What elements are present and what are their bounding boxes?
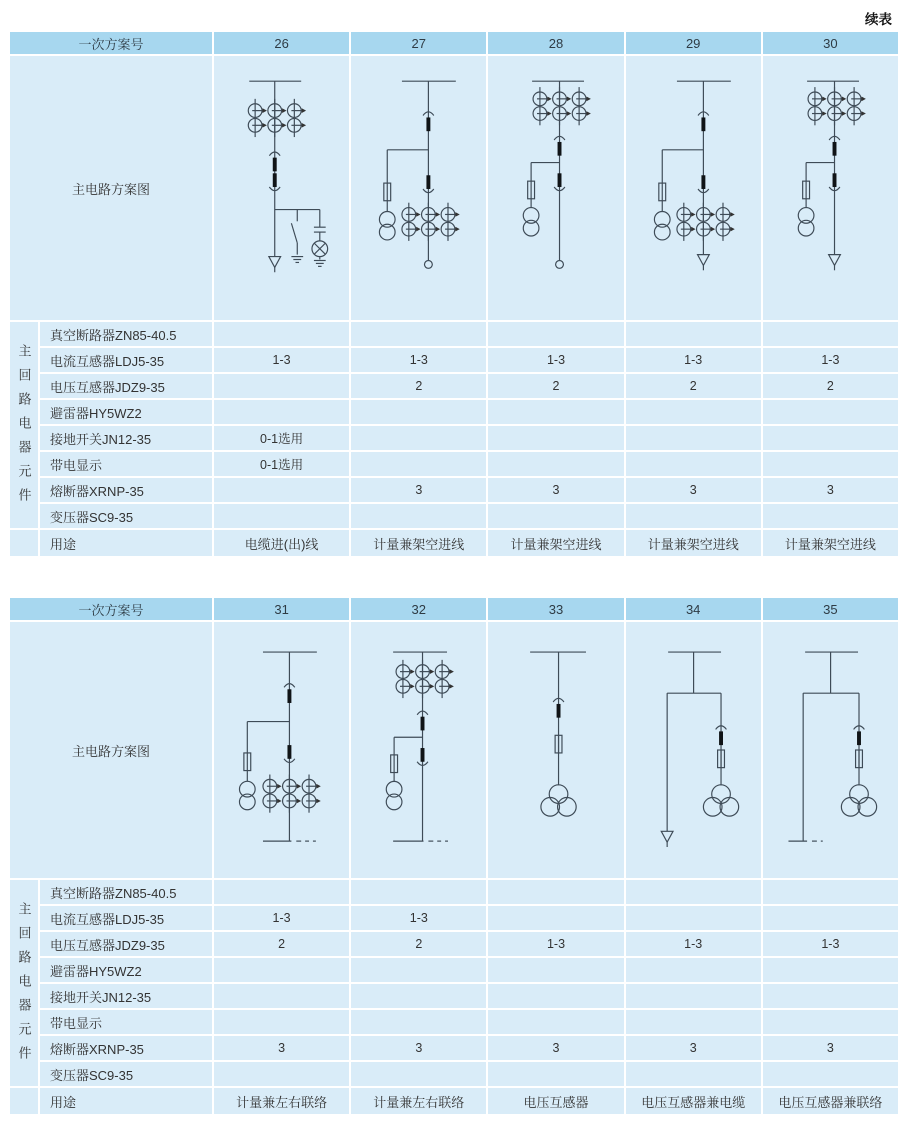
circuit-diagram-scheme-32 bbox=[351, 622, 486, 878]
component-value: 3 bbox=[763, 1036, 898, 1060]
component-value bbox=[626, 906, 761, 930]
component-value bbox=[626, 426, 761, 450]
component-label: 避雷器HY5WZ2 bbox=[40, 958, 212, 982]
circuit-diagram-scheme-35 bbox=[763, 622, 898, 878]
component-value bbox=[214, 322, 349, 346]
component-value: 3 bbox=[214, 1036, 349, 1060]
component-label: 变压器SC9-35 bbox=[40, 504, 212, 528]
component-value bbox=[351, 984, 486, 1008]
scheme-table-31-35 bbox=[10, 598, 898, 1114]
component-value bbox=[214, 504, 349, 528]
component-label: 熔断器XRNP-35 bbox=[40, 478, 212, 502]
component-value: 3 bbox=[488, 478, 623, 502]
component-value bbox=[763, 1062, 898, 1086]
usage-label: 用途 bbox=[40, 1088, 212, 1114]
usage-value: 电压互感器兼联络 bbox=[763, 1088, 898, 1114]
circuit-diagram-scheme-34 bbox=[626, 622, 761, 878]
component-value bbox=[351, 880, 486, 904]
component-label: 电压互感器JDZ9-35 bbox=[40, 374, 212, 398]
component-value bbox=[351, 1010, 486, 1034]
scheme-number: 32 bbox=[351, 598, 486, 620]
component-label: 电流互感器LDJ5-35 bbox=[40, 348, 212, 372]
circuit-diagram-scheme-29 bbox=[626, 56, 761, 320]
component-value bbox=[488, 322, 623, 346]
component-value bbox=[763, 452, 898, 476]
scheme-number-header-label: 一次方案号 bbox=[10, 598, 212, 620]
component-value bbox=[351, 400, 486, 424]
component-value: 1-3 bbox=[488, 348, 623, 372]
component-value bbox=[488, 400, 623, 424]
component-value bbox=[351, 452, 486, 476]
usage-value: 电压互感器 bbox=[488, 1088, 623, 1114]
component-label: 避雷器HY5WZ2 bbox=[40, 400, 212, 424]
component-value bbox=[763, 322, 898, 346]
scheme-number: 28 bbox=[488, 32, 623, 54]
component-value bbox=[626, 400, 761, 424]
circuit-diagram-scheme-30 bbox=[763, 56, 898, 320]
usage-value: 计量兼架空进线 bbox=[763, 530, 898, 556]
component-value: 1-3 bbox=[763, 348, 898, 372]
component-value bbox=[626, 958, 761, 982]
component-value bbox=[763, 984, 898, 1008]
component-value bbox=[214, 400, 349, 424]
circuit-diagram-cell bbox=[214, 622, 349, 878]
scheme-number: 27 bbox=[351, 32, 486, 54]
circuit-diagram-scheme-31 bbox=[214, 622, 349, 878]
component-value: 3 bbox=[351, 478, 486, 502]
main-circuit-components-side-label: 主回路电器元件 bbox=[10, 880, 38, 1086]
component-value bbox=[626, 452, 761, 476]
component-value bbox=[488, 452, 623, 476]
component-value: 1-3 bbox=[488, 932, 623, 956]
usage-corner-cell bbox=[10, 530, 38, 556]
component-value bbox=[763, 958, 898, 982]
component-label: 变压器SC9-35 bbox=[40, 1062, 212, 1086]
component-value bbox=[488, 880, 623, 904]
circuit-diagram-cell bbox=[763, 56, 898, 320]
component-label: 电流互感器LDJ5-35 bbox=[40, 906, 212, 930]
component-value: 0-1选用 bbox=[214, 452, 349, 476]
component-value: 2 bbox=[351, 374, 486, 398]
component-value bbox=[214, 984, 349, 1008]
circuit-diagram-scheme-33 bbox=[488, 622, 623, 878]
diagram-row-label: 主电路方案图 bbox=[10, 56, 212, 320]
component-value bbox=[214, 958, 349, 982]
component-label: 带电显示 bbox=[40, 1010, 212, 1034]
component-value: 1-3 bbox=[626, 932, 761, 956]
component-value: 3 bbox=[763, 478, 898, 502]
component-value bbox=[763, 400, 898, 424]
component-value bbox=[626, 1062, 761, 1086]
component-value bbox=[488, 906, 623, 930]
usage-value: 计量兼架空进线 bbox=[351, 530, 486, 556]
component-value: 1-3 bbox=[214, 906, 349, 930]
component-value: 1-3 bbox=[626, 348, 761, 372]
circuit-diagram-scheme-28 bbox=[488, 56, 623, 320]
circuit-diagram-cell bbox=[488, 56, 623, 320]
component-value bbox=[763, 426, 898, 450]
component-value bbox=[214, 374, 349, 398]
component-value: 3 bbox=[351, 1036, 486, 1060]
component-label: 真空断路器ZN85-40.5 bbox=[40, 880, 212, 904]
component-value: 1-3 bbox=[351, 906, 486, 930]
component-value bbox=[351, 958, 486, 982]
component-value bbox=[626, 504, 761, 528]
component-value: 1-3 bbox=[351, 348, 486, 372]
circuit-diagram-cell bbox=[626, 56, 761, 320]
main-circuit-components-side-label: 主回路电器元件 bbox=[10, 322, 38, 528]
component-value bbox=[214, 880, 349, 904]
component-value bbox=[351, 426, 486, 450]
component-value: 1-3 bbox=[214, 348, 349, 372]
component-value bbox=[488, 1010, 623, 1034]
component-value bbox=[488, 1062, 623, 1086]
component-value bbox=[626, 1010, 761, 1034]
component-value bbox=[351, 504, 486, 528]
scheme-number: 26 bbox=[214, 32, 349, 54]
component-value: 0-1选用 bbox=[214, 426, 349, 450]
component-value bbox=[488, 504, 623, 528]
component-value bbox=[763, 504, 898, 528]
component-value bbox=[763, 880, 898, 904]
component-value: 3 bbox=[626, 478, 761, 502]
scheme-number: 29 bbox=[626, 32, 761, 54]
component-label: 带电显示 bbox=[40, 452, 212, 476]
usage-label: 用途 bbox=[40, 530, 212, 556]
component-value bbox=[214, 1010, 349, 1034]
component-value: 2 bbox=[351, 932, 486, 956]
diagram-row-label: 主电路方案图 bbox=[10, 622, 212, 878]
component-value: 2 bbox=[488, 374, 623, 398]
scheme-number: 34 bbox=[626, 598, 761, 620]
scheme-number: 30 bbox=[763, 32, 898, 54]
circuit-diagram-scheme-27 bbox=[351, 56, 486, 320]
usage-value: 计量兼架空进线 bbox=[626, 530, 761, 556]
component-value bbox=[626, 880, 761, 904]
scheme-number: 35 bbox=[763, 598, 898, 620]
component-label: 接地开关JN12-35 bbox=[40, 426, 212, 450]
usage-value: 计量兼架空进线 bbox=[488, 530, 623, 556]
component-label: 熔断器XRNP-35 bbox=[40, 1036, 212, 1060]
component-value: 2 bbox=[626, 374, 761, 398]
component-value bbox=[488, 984, 623, 1008]
component-value bbox=[214, 1062, 349, 1086]
component-label: 接地开关JN12-35 bbox=[40, 984, 212, 1008]
component-value: 3 bbox=[488, 1036, 623, 1060]
circuit-diagram-cell bbox=[488, 622, 623, 878]
component-value bbox=[351, 1062, 486, 1086]
component-value: 1-3 bbox=[763, 932, 898, 956]
component-value bbox=[488, 958, 623, 982]
scheme-table-26-30 bbox=[10, 32, 898, 556]
component-label: 真空断路器ZN85-40.5 bbox=[40, 322, 212, 346]
component-value bbox=[626, 322, 761, 346]
scheme-number-header-label: 一次方案号 bbox=[10, 32, 212, 54]
usage-value: 计量兼左右联络 bbox=[351, 1088, 486, 1114]
component-value bbox=[626, 984, 761, 1008]
component-value bbox=[351, 322, 486, 346]
circuit-diagram-scheme-26 bbox=[214, 56, 349, 320]
component-value: 2 bbox=[763, 374, 898, 398]
usage-value: 电缆进(出)线 bbox=[214, 530, 349, 556]
scheme-number: 33 bbox=[488, 598, 623, 620]
component-value bbox=[763, 906, 898, 930]
continued-table-label: 续表 bbox=[865, 12, 892, 27]
scheme-number: 31 bbox=[214, 598, 349, 620]
component-label: 电压互感器JDZ9-35 bbox=[40, 932, 212, 956]
usage-value: 电压互感器兼电缆 bbox=[626, 1088, 761, 1114]
component-value: 2 bbox=[214, 932, 349, 956]
component-value bbox=[214, 478, 349, 502]
circuit-diagram-cell bbox=[214, 56, 349, 320]
component-value bbox=[488, 426, 623, 450]
component-value bbox=[763, 1010, 898, 1034]
circuit-diagram-cell bbox=[626, 622, 761, 878]
component-value: 3 bbox=[626, 1036, 761, 1060]
usage-value: 计量兼左右联络 bbox=[214, 1088, 349, 1114]
circuit-diagram-cell bbox=[351, 56, 486, 320]
circuit-diagram-cell bbox=[763, 622, 898, 878]
usage-corner-cell bbox=[10, 1088, 38, 1114]
circuit-diagram-cell bbox=[351, 622, 486, 878]
